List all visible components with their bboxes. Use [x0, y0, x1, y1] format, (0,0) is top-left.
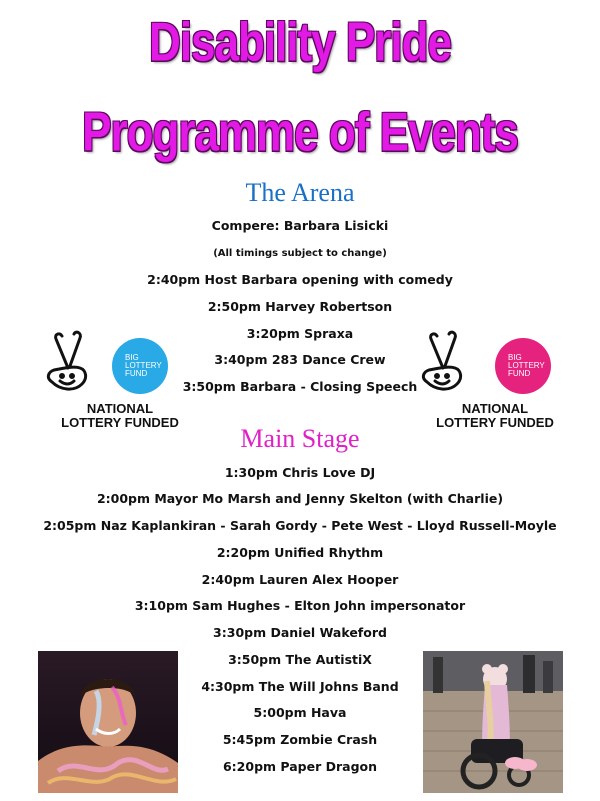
- main-stage-event: 3:10pm Sam Hughes - Elton John impersonator: [134, 598, 466, 613]
- big-lottery-fund-badge: [112, 338, 168, 394]
- funded-line-1: NATIONAL: [461, 401, 529, 416]
- arena-note: (All timings subject to change): [213, 248, 387, 259]
- main-stage-event: 2:00pm Mayor Mo Marsh and Jenny Skelton (with Charlie): [96, 491, 504, 506]
- main-stage-heading: Main Stage: [240, 424, 360, 453]
- big-lottery-fund-badge: [495, 338, 551, 394]
- national-lottery-logo-left: [40, 330, 200, 440]
- main-stage-event: 6:20pm Paper Dragon: [222, 759, 378, 774]
- national-lottery-funded-text: [40, 402, 200, 430]
- page-title-line-2: Programme of Events: [82, 101, 518, 163]
- wheelchair-photo-right: [423, 651, 563, 793]
- national-lottery-logo-right: [415, 330, 575, 440]
- main-stage-event: 2:05pm Naz Kaplankiran - Sarah Gordy - Pete West - Lloyd Russell-Moyle: [43, 518, 557, 533]
- funded-line-1: NATIONAL: [86, 401, 154, 416]
- main-stage-event: 3:30pm Daniel Wakeford: [213, 625, 387, 640]
- arena-event: 2:50pm Harvey Robertson: [207, 299, 393, 314]
- crossed-fingers-icon: [415, 330, 475, 400]
- performer-photo-left: [38, 651, 178, 793]
- arena-event: 3:20pm Spraxa: [246, 326, 354, 341]
- big-lottery-fund-text: BIG LOTTERY FUND: [125, 353, 162, 378]
- arena-compere: Compere: Barbara Lisicki: [211, 218, 389, 233]
- arena-event: 2:40pm Host Barbara opening with comedy: [147, 272, 453, 287]
- main-stage-event: 2:20pm Unified Rhythm: [216, 545, 384, 560]
- national-lottery-funded-text: [415, 402, 575, 430]
- big-lottery-fund-text: BIG LOTTERY FUND: [508, 353, 545, 378]
- arena-event: 3:50pm Barbara - Closing Speech: [182, 379, 418, 394]
- main-stage-event: 5:45pm Zombie Crash: [222, 732, 378, 747]
- arena-heading: The Arena: [245, 178, 355, 207]
- main-stage-event: 1:30pm Chris Love DJ: [224, 465, 376, 480]
- main-stage-event: 2:40pm Lauren Alex Hooper: [201, 572, 399, 587]
- arena-event: 3:40pm 283 Dance Crew: [214, 352, 386, 367]
- main-stage-event: 5:00pm Hava: [253, 705, 347, 720]
- funded-line-2: LOTTERY FUNDED: [61, 415, 179, 430]
- page-title-line-1: Disability Pride: [149, 11, 451, 73]
- crossed-fingers-icon: [40, 330, 100, 400]
- funded-line-2: LOTTERY FUNDED: [436, 415, 554, 430]
- main-stage-event: 4:30pm The Will Johns Band: [201, 679, 399, 694]
- main-stage-event: 3:50pm The AutistiX: [228, 652, 372, 667]
